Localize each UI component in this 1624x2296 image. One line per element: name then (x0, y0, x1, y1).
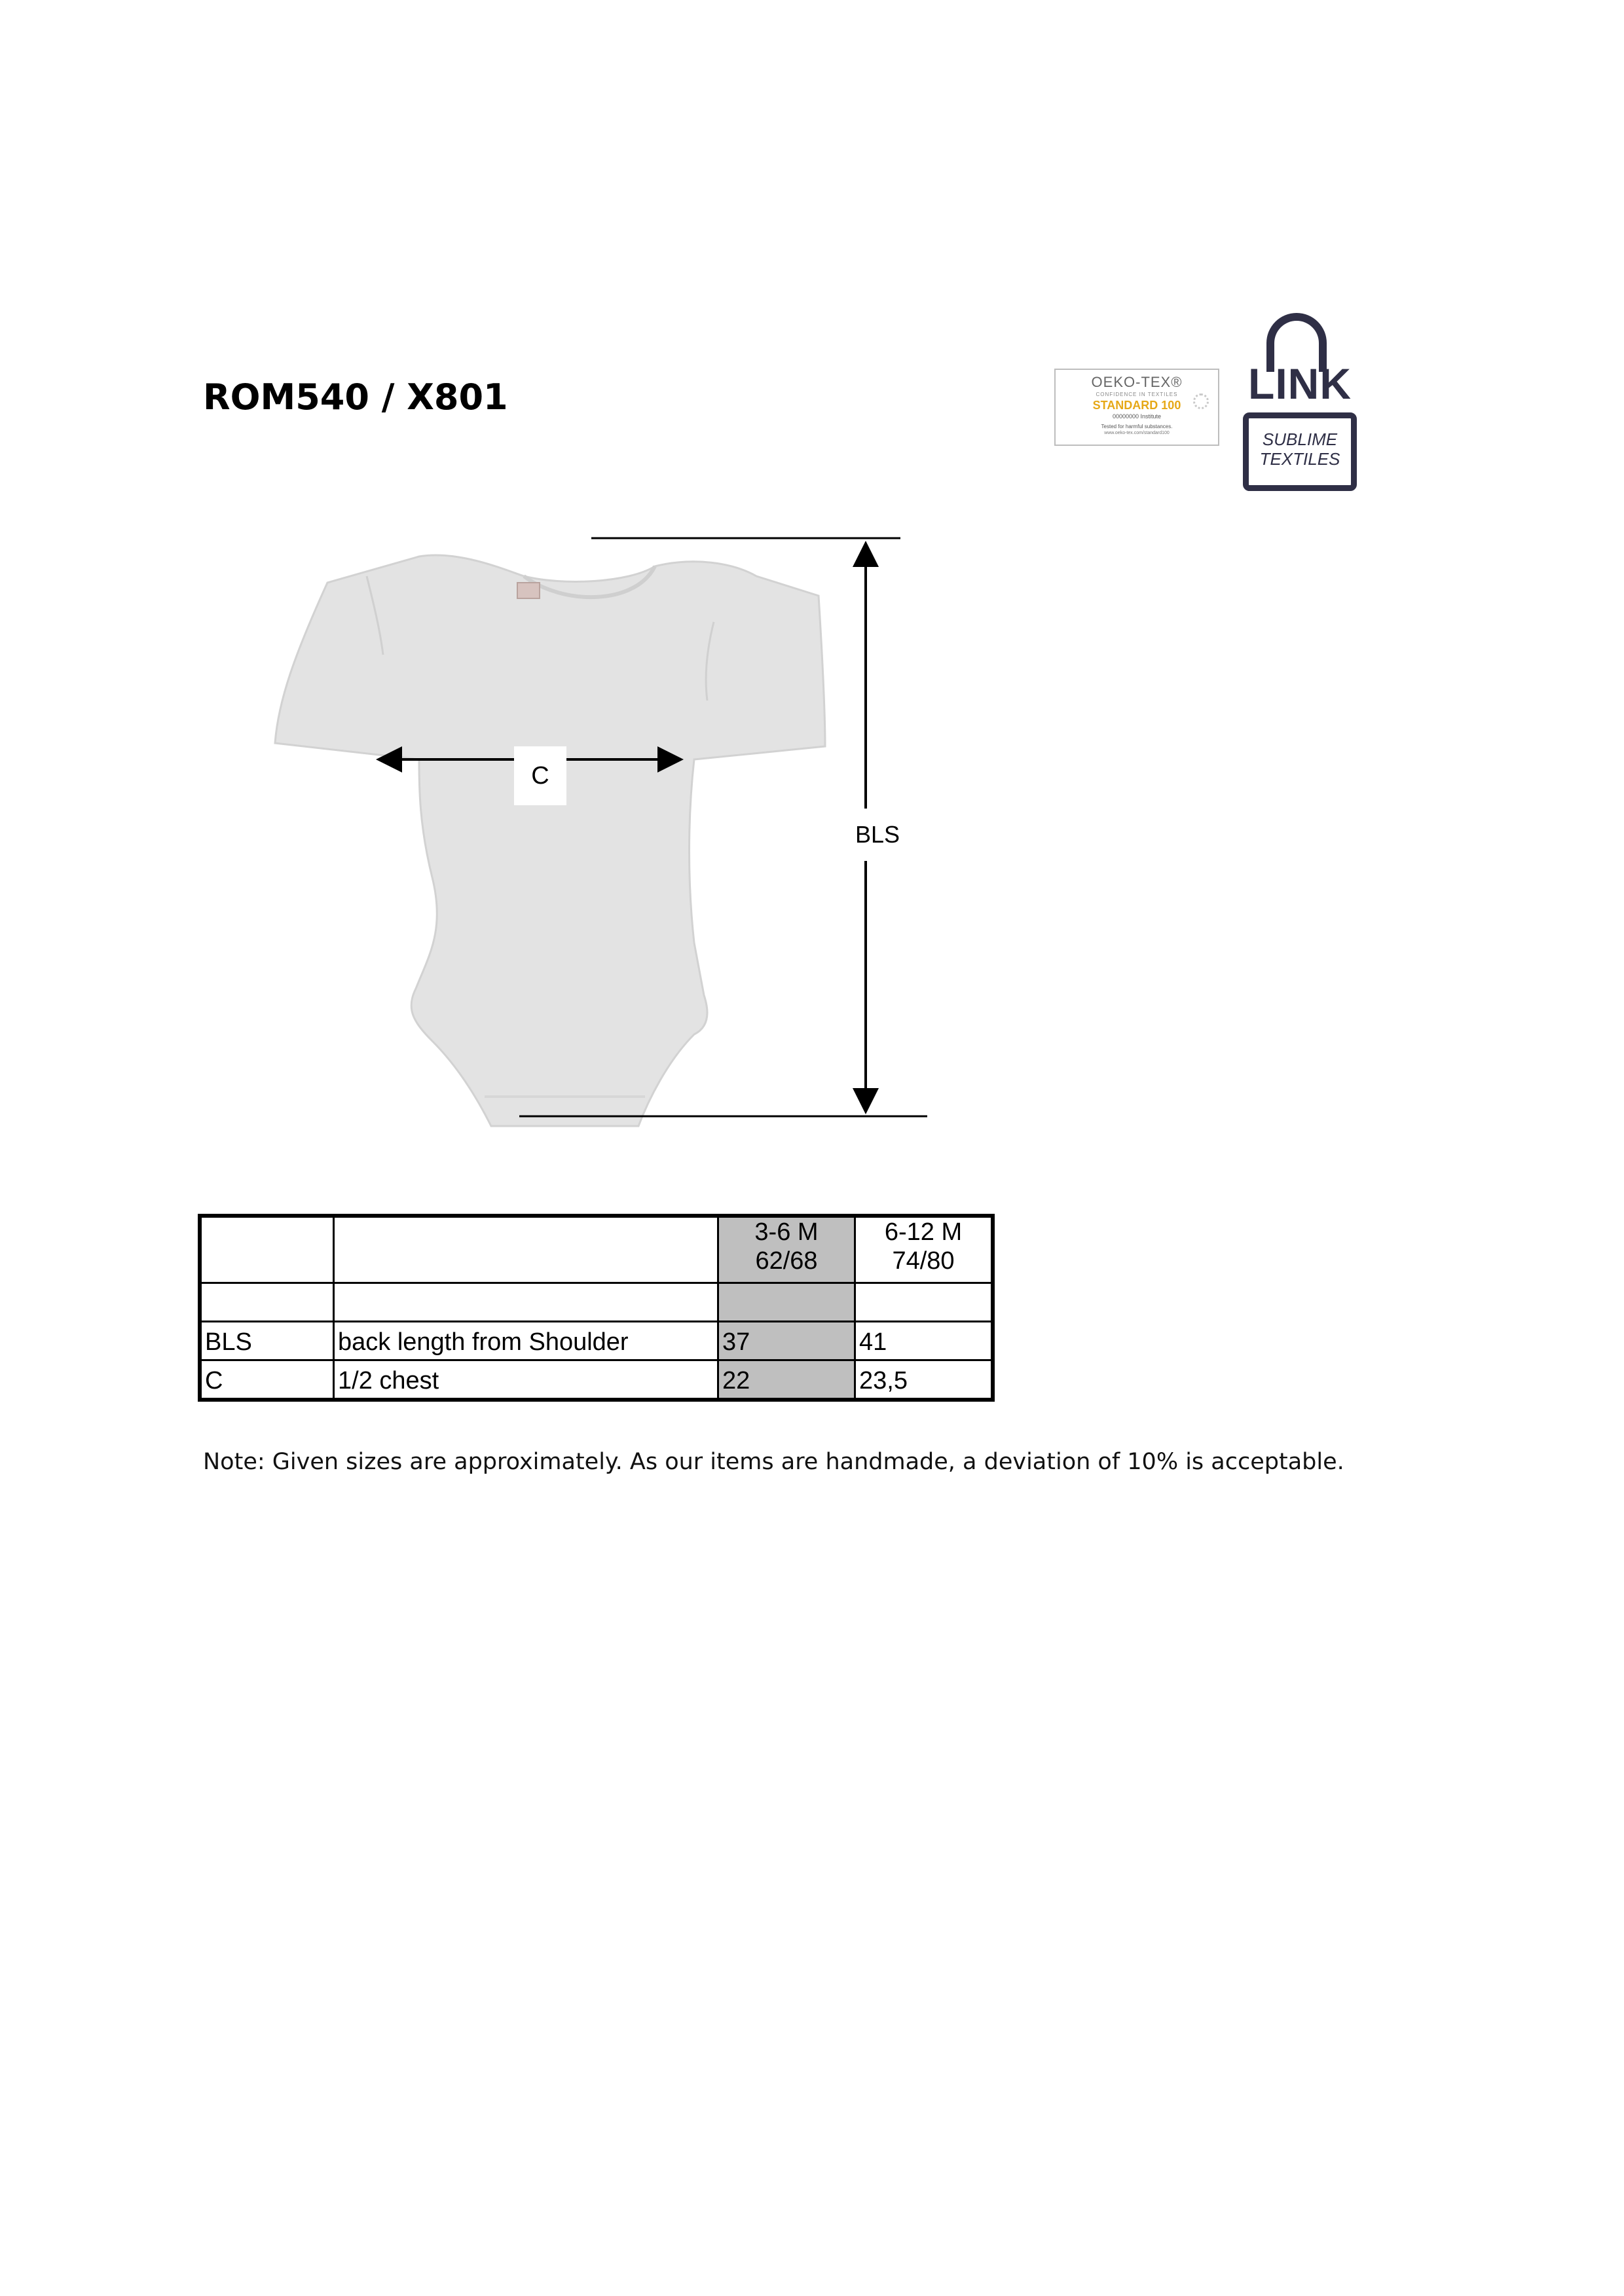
measure-description: back length from Shoulder (334, 1322, 718, 1360)
size-table (198, 1214, 995, 1402)
oeko-tested: Tested for harmful substances. (1101, 424, 1173, 429)
table-row (200, 1322, 993, 1360)
table-header-row (200, 1216, 993, 1283)
bodysuit-icon (275, 555, 825, 1126)
oeko-institute: 00000000 Institute (1112, 413, 1162, 420)
oeko-standard: STANDARD 100 (1092, 399, 1181, 412)
measure-description: 1/2 chest (334, 1360, 718, 1400)
oeko-site: www.oeko-tex.com/standard100 (1104, 431, 1170, 435)
product-title: ROM540 / X801 (203, 376, 508, 418)
table-cell (200, 1216, 334, 1283)
size-header-3-6 (718, 1216, 855, 1283)
table-cell (334, 1216, 718, 1283)
logo-tagline-line1: SUBLIME (1262, 429, 1338, 449)
size-age: 6-12 M (884, 1218, 963, 1246)
logo-tagline-line2: TEXTILES (1259, 449, 1340, 469)
measure-value: 23,5 (855, 1360, 993, 1400)
measure-value: 41 (855, 1322, 993, 1360)
size-height: 62/68 (755, 1247, 818, 1275)
measure-value: 37 (718, 1322, 855, 1360)
table-spacer-row (200, 1283, 993, 1322)
measure-code: C (200, 1360, 334, 1400)
table-cell (200, 1283, 334, 1322)
table-cell (718, 1283, 855, 1322)
measure-code: BLS (200, 1322, 334, 1360)
chest-label: C (514, 746, 566, 805)
size-note: Note: Given sizes are approximately. As our items are handmade, a deviation of 10% is acceptable. (203, 1449, 1344, 1475)
measure-value: 22 (718, 1360, 855, 1400)
oeko-tagline: CONFIDENCE IN TEXTILES (1096, 392, 1178, 397)
logo-word: LINK (1248, 359, 1352, 408)
table-cell (855, 1283, 993, 1322)
oeko-brand: OEKO-TEX® (1091, 374, 1183, 390)
table-cell (334, 1283, 718, 1322)
length-label: BLS (845, 809, 910, 861)
size-header-6-12 (855, 1216, 993, 1283)
size-age: 3-6 M (754, 1218, 819, 1246)
table-row (200, 1360, 993, 1400)
size-height: 74/80 (892, 1247, 955, 1275)
